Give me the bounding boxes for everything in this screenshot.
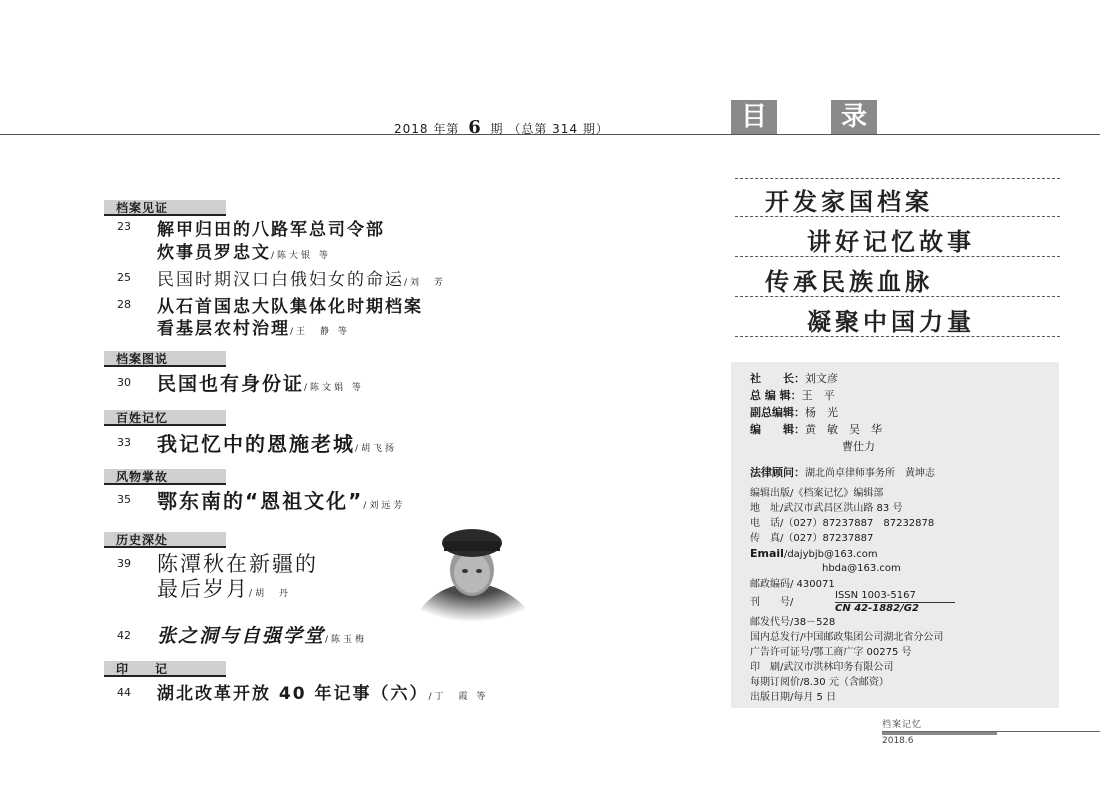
section-label: 档案见证 xyxy=(104,200,226,216)
issue-pre: 2018 年第 xyxy=(394,122,460,136)
section-label: 百姓记忆 xyxy=(104,410,226,426)
slogan: 凝聚中国力量 xyxy=(807,308,975,336)
footer-journal: 档案记忆 xyxy=(882,720,923,730)
masthead-line: 总 编 辑：王 平 xyxy=(750,389,835,402)
page-number: 35 xyxy=(117,493,131,506)
article-author: /丁 霞 等 xyxy=(428,692,489,702)
section-label: 档案图说 xyxy=(104,351,226,367)
cn-number: CN 42-1882/G2 xyxy=(835,603,919,614)
page-number: 23 xyxy=(117,220,131,233)
article-author: /王 静 等 xyxy=(290,327,350,337)
masthead-line: 国内总发行/中国邮政集团公司湖北省分公司 xyxy=(750,632,944,643)
page-number: 28 xyxy=(117,298,131,311)
article-title[interactable]: 看基层农村治理/王 静 等 xyxy=(157,319,350,339)
slogan-divider xyxy=(735,178,1060,179)
masthead-line: 出版日期/每月 5 日 xyxy=(750,692,837,703)
article-author: /刘 芳 xyxy=(404,278,447,288)
masthead-line: 广告许可证号/鄂工商广字 00275 号 xyxy=(750,647,912,658)
article-title[interactable]: 最后岁月/胡 丹 xyxy=(157,577,292,601)
article-author: /陈玉梅 xyxy=(325,635,368,645)
issn-number: ISSN 1003-5167 xyxy=(835,590,916,601)
slogan-divider xyxy=(735,336,1060,337)
article-title[interactable]: 炊事员罗忠文/陈大银 等 xyxy=(157,243,331,263)
section-label: 历史深处 xyxy=(104,532,226,548)
masthead-line: 社 长：刘文彦 xyxy=(750,372,838,385)
masthead-line: 编辑出版/《档案记忆》编辑部 xyxy=(750,488,884,499)
issue-line xyxy=(394,117,609,138)
section-label: 印 记 xyxy=(104,661,226,677)
toc-title-char: 目 xyxy=(731,100,777,134)
footer-issue: 2018.6 xyxy=(882,736,914,746)
article-author: /陈大银 等 xyxy=(271,251,331,261)
page-number: 42 xyxy=(117,629,131,642)
masthead-line: hbda@163.com xyxy=(822,563,901,574)
slogan-divider xyxy=(735,216,1060,217)
slogan: 讲好记忆故事 xyxy=(807,228,975,256)
masthead-line: 电 话/（027）87237887 87232878 xyxy=(750,518,935,529)
article-title[interactable]: 鄂东南的“恩祖文化”/刘远芳 xyxy=(157,489,406,513)
article-title[interactable]: 民国也有身份证/陈文娟 等 xyxy=(157,373,364,395)
article-title[interactable]: 民国时期汉口白俄妇女的命运/刘 芳 xyxy=(157,270,447,290)
masthead-line: 地 址/武汉市武昌区洪山路 83 号 xyxy=(750,503,903,514)
issue-post: 期 （总第 314 期） xyxy=(490,122,609,136)
page-number: 33 xyxy=(117,436,131,449)
page-number: 30 xyxy=(117,376,131,389)
masthead-line: 邮政编码/ 430071 xyxy=(750,579,835,590)
section-label: 风物掌故 xyxy=(104,469,226,485)
issue-number: 6 xyxy=(468,117,482,138)
article-title[interactable]: 我记忆中的恩施老城/胡飞扬 xyxy=(157,432,398,456)
masthead-line: 法律顾问：湖北尚卓律师事务所 黄坤志 xyxy=(750,466,935,479)
toc-title-char: 录 xyxy=(831,100,877,134)
page-number: 25 xyxy=(117,271,131,284)
masthead-email: Email/dajybjb@163.com xyxy=(750,547,878,560)
slogan: 开发家国档案 xyxy=(765,188,933,216)
article-author: /胡 丹 xyxy=(249,589,292,599)
article-title[interactable]: 张之洞与自强学堂/陈玉梅 xyxy=(157,625,368,647)
masthead-line: 印 刷/武汉市洪林印务有限公司 xyxy=(750,662,894,673)
portrait-photo xyxy=(392,515,552,622)
article-title[interactable]: 陈潭秋在新疆的 xyxy=(157,552,318,576)
slogan: 传承民族血脉 xyxy=(765,268,933,296)
footer-bar xyxy=(882,732,997,735)
masthead-line: 刊 号/ xyxy=(750,597,794,608)
masthead-line: 邮发代号/38－528 xyxy=(750,617,836,628)
slogan-divider xyxy=(735,296,1060,297)
article-title[interactable]: 湖北改革开放 40 年记事（六）/丁 霞 等 xyxy=(157,684,489,704)
article-title[interactable]: 解甲归田的八路军总司令部 xyxy=(157,220,385,240)
masthead-line: 编 辑：黄 敏 吴 华 xyxy=(750,423,882,436)
masthead-line: 传 真/（027）87237887 xyxy=(750,533,874,544)
masthead-line: 每期订阅价/8.30 元（含邮资） xyxy=(750,677,889,688)
article-title[interactable]: 从石首国忠大队集体化时期档案 xyxy=(157,297,423,317)
page-number: 39 xyxy=(117,557,131,570)
article-author: /陈文娟 等 xyxy=(304,383,364,393)
masthead-line: 曹仕力 xyxy=(842,440,875,453)
slogan-divider xyxy=(735,256,1060,257)
page-number: 44 xyxy=(117,686,131,699)
article-author: /胡飞扬 xyxy=(355,444,398,454)
article-author: /刘远芳 xyxy=(363,501,406,511)
masthead-line: 副总编辑：杨 光 xyxy=(750,406,838,419)
